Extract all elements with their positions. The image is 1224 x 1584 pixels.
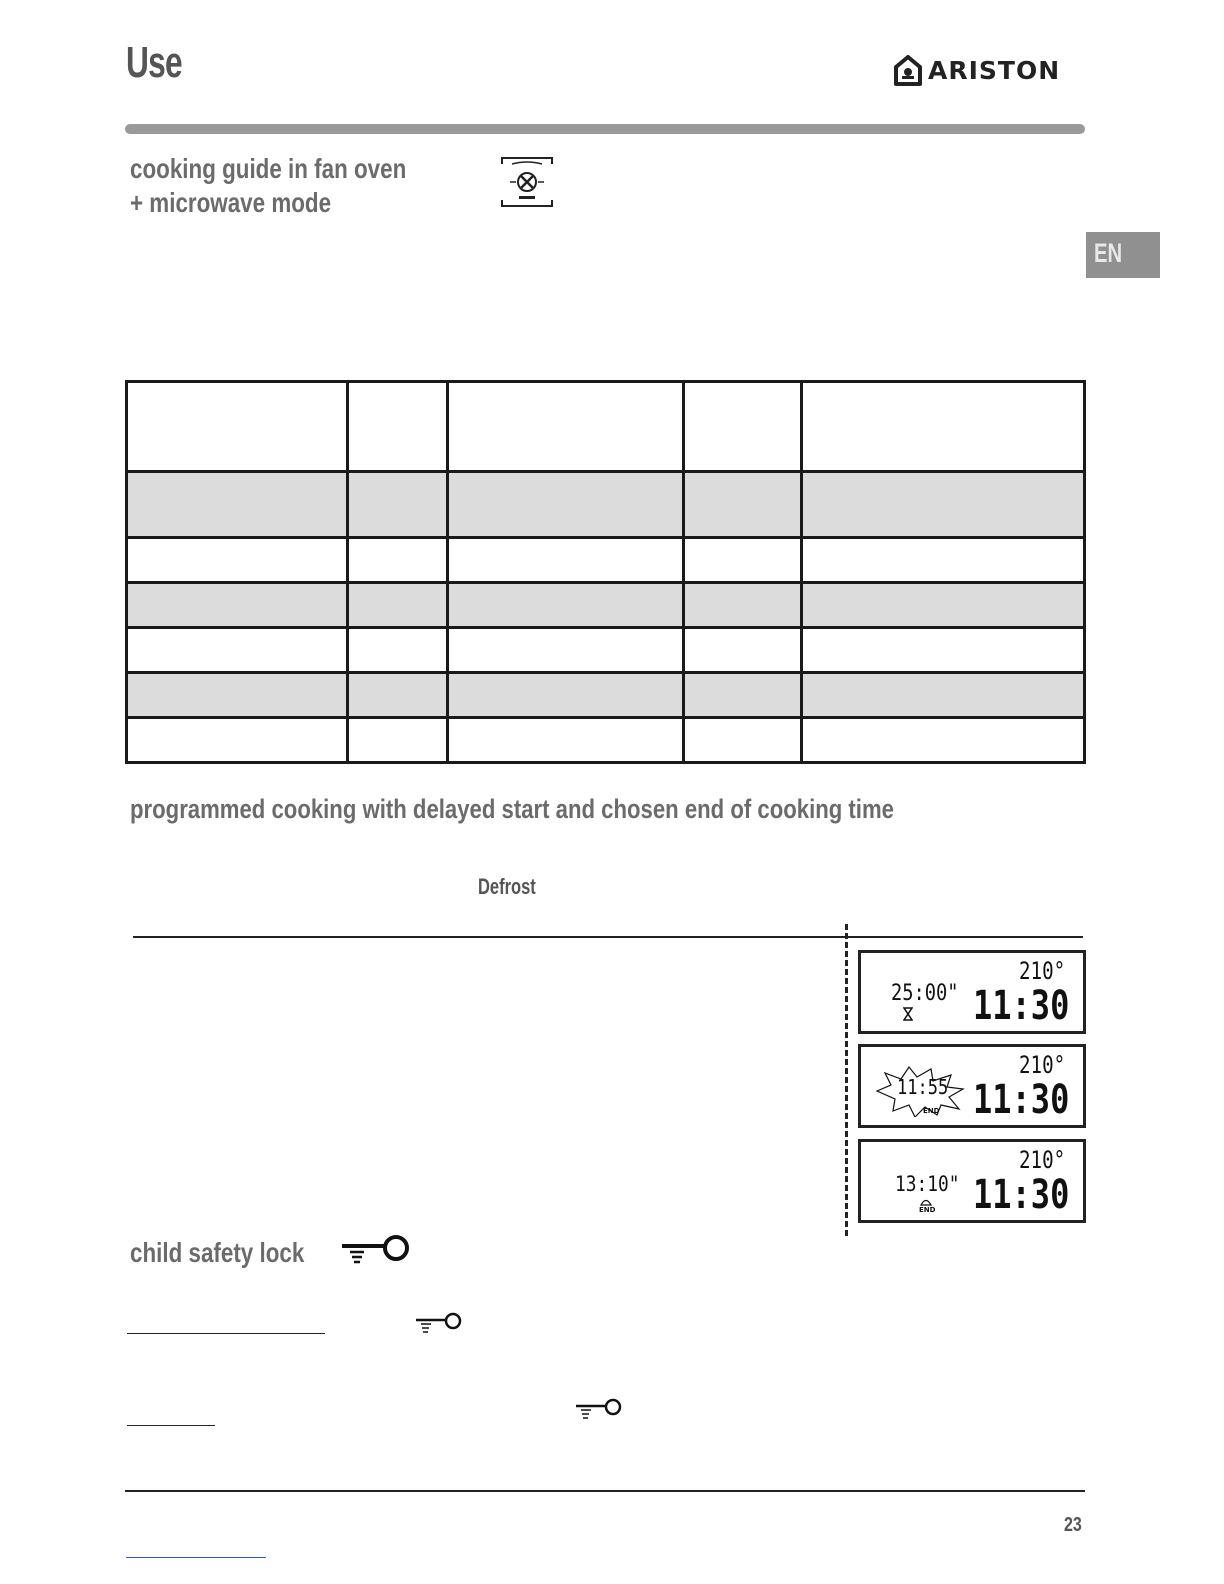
dashed-divider: [845, 924, 848, 1236]
section-rule: [133, 936, 1083, 938]
display-timer: 11:55: [897, 1075, 949, 1099]
ariston-logo: [892, 54, 1082, 88]
page-number: 23: [1064, 1514, 1082, 1536]
display-temperature: 210°: [1019, 1146, 1066, 1174]
end-bell-icon: [919, 1198, 933, 1206]
underline-rule: [127, 1425, 215, 1426]
footer-rule: [125, 1490, 1085, 1492]
page-title: Use: [126, 38, 182, 87]
language-tab-label: EN: [1094, 238, 1123, 268]
footer-link-underline[interactable]: [126, 1557, 266, 1558]
house-logo-icon: [892, 54, 924, 86]
display-panel-1: [858, 950, 1086, 1034]
display-temperature: 210°: [1019, 957, 1066, 985]
end-indicator: END: [923, 1107, 940, 1115]
display-panel-3: [858, 1139, 1086, 1223]
cooking-guide-heading-line2: + microwave mode: [130, 187, 332, 218]
display-clock: 11:30: [973, 1172, 1070, 1218]
key-lock-icon: [342, 1234, 412, 1264]
cooking-guide-heading-line1: cooking guide in fan oven: [130, 153, 407, 184]
display-panel-2: [858, 1044, 1086, 1128]
programmed-cooking-heading: programmed cooking with delayed start and chosen end of cooking time: [130, 794, 894, 824]
table-row: [127, 538, 1085, 583]
table-row: [127, 583, 1085, 628]
key-lock-icon: [576, 1397, 624, 1419]
defrost-label: Defrost: [478, 874, 536, 899]
cooking-guide-table: [125, 380, 1086, 764]
display-temperature: 210°: [1019, 1051, 1066, 1079]
display-clock: 11:30: [973, 983, 1070, 1029]
display-clock: 11:30: [973, 1077, 1070, 1123]
table-row: [127, 673, 1085, 718]
brand-name: ARISTON: [928, 56, 1061, 85]
table-row: [127, 472, 1085, 538]
fan-microwave-icon: [500, 156, 554, 208]
table-row: [127, 628, 1085, 673]
table-header-row: [127, 382, 1085, 472]
key-lock-icon: [416, 1311, 464, 1333]
display-timer: 13:10": [895, 1172, 960, 1196]
display-timer: 25:00": [891, 981, 959, 1006]
table-row: [127, 718, 1085, 763]
hourglass-icon: [903, 1007, 913, 1021]
child-lock-heading: child safety lock: [130, 1237, 305, 1268]
header-divider: [125, 124, 1085, 134]
language-tab-en[interactable]: [1086, 232, 1160, 278]
underline-rule: [127, 1333, 325, 1334]
end-indicator: END: [919, 1206, 936, 1214]
